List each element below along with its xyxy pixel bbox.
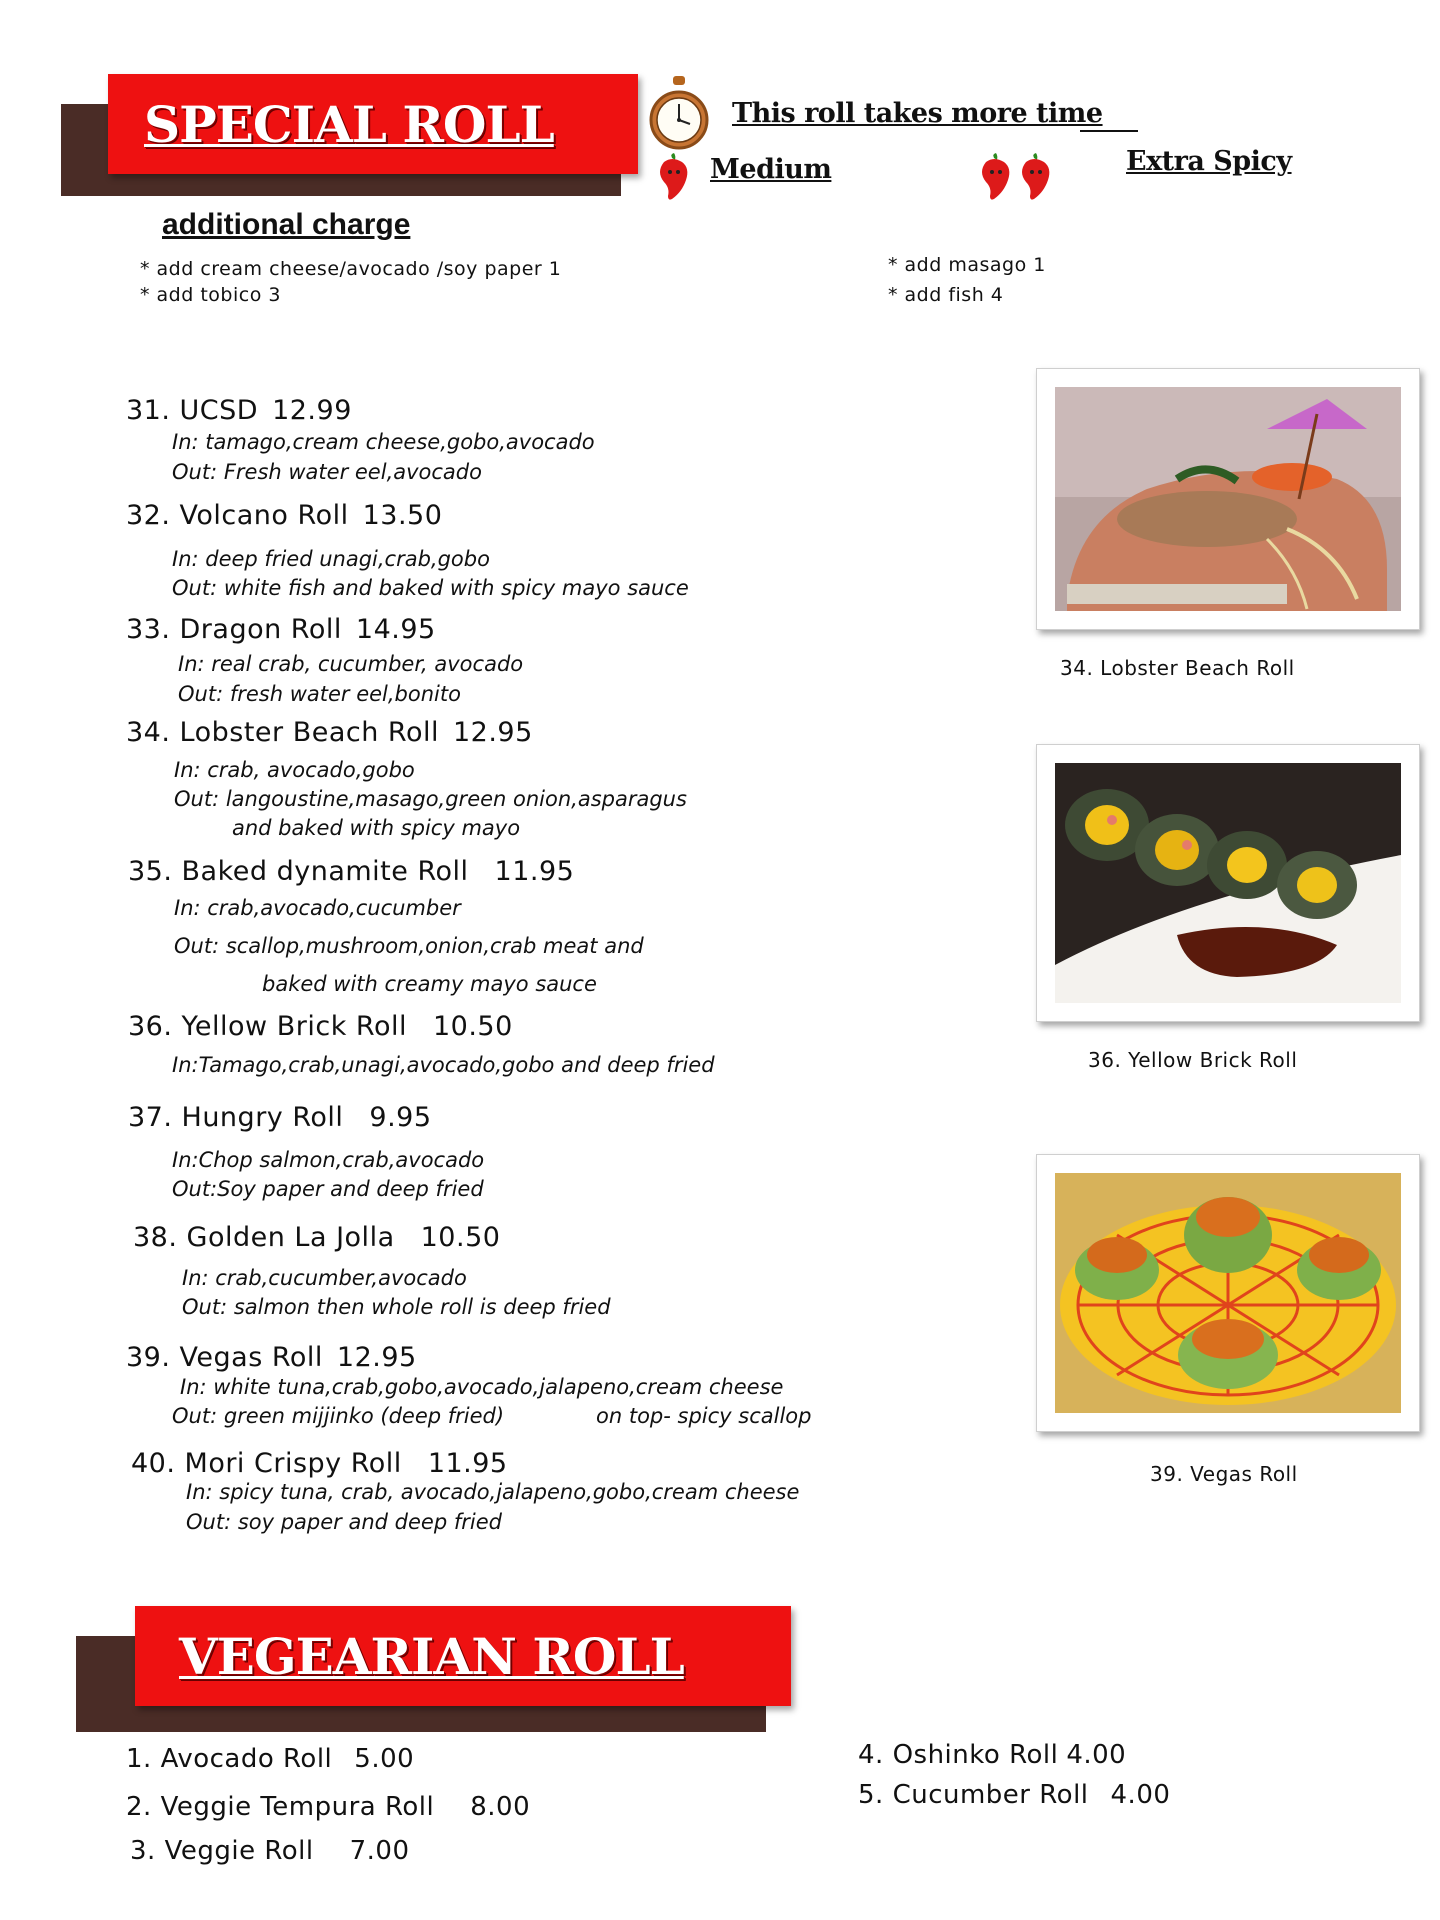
- roll-description: In:Tamago,crab,unagi,avocado,gobo and deep fried: [172, 1053, 715, 1077]
- roll-description: on top- spicy scallop: [596, 1404, 812, 1428]
- additional-charge-title: additional charge: [162, 208, 411, 241]
- roll-description: and baked with spicy mayo: [232, 816, 521, 840]
- veg-roll-item: 3. Veggie Roll 7.00: [130, 1836, 410, 1866]
- additional-item: * add tobico 3: [140, 284, 281, 306]
- vegas-roll-photo: [1036, 1154, 1420, 1432]
- roll-title: 35. Baked dynamite Roll 11.95: [128, 856, 575, 887]
- roll-description: Out:Soy paper and deep fried: [172, 1177, 484, 1201]
- roll-description: In: crab, avocado,gobo: [174, 758, 415, 782]
- roll-title: 37. Hungry Roll 9.95: [128, 1102, 432, 1133]
- chili-pepper-icon-extra-2: [1012, 152, 1058, 202]
- veg-roll-price: 4.00: [1110, 1780, 1171, 1810]
- roll-description: Out: Fresh water eel,avocado: [172, 460, 482, 484]
- roll-description: Out: fresh water eel,bonito: [178, 682, 461, 706]
- legend-medium-text: Medium: [710, 154, 832, 185]
- roll-description: In: crab,cucumber,avocado: [182, 1266, 467, 1290]
- roll-title: 39. Vegas Roll 12.95: [126, 1342, 417, 1373]
- roll-price: 12.99: [272, 395, 352, 426]
- additional-item: * add fish 4: [888, 284, 1004, 306]
- veg-roll-item: 1. Avocado Roll 5.00: [126, 1744, 415, 1774]
- legend-extra-spicy-text: Extra Spicy: [1126, 146, 1292, 177]
- roll-price: 11.95: [494, 856, 575, 887]
- roll-description: In: white tuna,crab,gobo,avocado,jalapeno,cream cheese: [180, 1375, 784, 1399]
- special-banner: [108, 74, 638, 174]
- roll-description: In: tamago,cream cheese,gobo,avocado: [172, 430, 595, 454]
- roll-description: In: deep fried unagi,crab,gobo: [172, 547, 490, 571]
- vegetarian-section-title: VEGEARIAN ROLL: [179, 1626, 684, 1686]
- chili-pepper-icon: [650, 152, 696, 202]
- photo-caption: 39. Vegas Roll: [1150, 1462, 1298, 1486]
- roll-description: Out: scallop,mushroom,onion,crab meat and: [174, 934, 644, 958]
- roll-title: 40. Mori Crispy Roll 11.95: [131, 1448, 508, 1479]
- roll-description: In: crab,avocado,cucumber: [174, 896, 461, 920]
- veg-roll-price: 5.00: [354, 1744, 415, 1774]
- roll-title: 32. Volcano Roll 13.50: [126, 500, 443, 531]
- roll-title: 34. Lobster Beach Roll 12.95: [126, 717, 533, 748]
- roll-price: 11.95: [427, 1448, 508, 1479]
- special-section-title: SPECIAL ROLL: [144, 94, 554, 154]
- roll-description: Out: langoustine,masago,green onion,asparagus: [174, 787, 687, 811]
- roll-title: 33. Dragon Roll 14.95: [126, 614, 436, 645]
- photo-caption: 36. Yellow Brick Roll: [1088, 1048, 1298, 1072]
- roll-price: 12.95: [452, 717, 533, 748]
- roll-price: 10.50: [420, 1222, 501, 1253]
- veg-roll-price: 7.00: [349, 1836, 410, 1866]
- roll-description: In: spicy tuna, crab, avocado,jalapeno,gobo,cream cheese: [186, 1480, 800, 1504]
- roll-title: 31. UCSD 12.99: [126, 395, 352, 426]
- roll-title: 36. Yellow Brick Roll 10.50: [128, 1011, 513, 1042]
- roll-description: Out: soy paper and deep fried: [186, 1510, 502, 1534]
- clock-icon: [648, 74, 710, 156]
- roll-price: 14.95: [355, 614, 436, 645]
- veg-roll-item: 2. Veggie Tempura Roll 8.00: [126, 1792, 531, 1822]
- roll-price: 12.95: [336, 1342, 417, 1373]
- roll-description: Out: salmon then whole roll is deep fried: [182, 1295, 611, 1319]
- legend-time-text: This roll takes more time: [732, 98, 1103, 129]
- roll-price: 9.95: [369, 1102, 432, 1133]
- veg-roll-price: 4.00: [1066, 1740, 1127, 1770]
- lobster-beach-roll-photo: [1036, 368, 1420, 630]
- roll-description: In: real crab, cucumber, avocado: [178, 652, 524, 676]
- additional-item: * add cream cheese/avocado /soy paper 1: [140, 258, 562, 280]
- roll-title: 38. Golden La Jolla 10.50: [133, 1222, 501, 1253]
- roll-price: 13.50: [362, 500, 443, 531]
- roll-description: Out: white fish and baked with spicy mayo sauce: [172, 576, 689, 600]
- roll-description: In:Chop salmon,crab,avocado: [172, 1148, 485, 1172]
- veg-roll-price: 8.00: [470, 1792, 531, 1822]
- veg-roll-item: 5. Cucumber Roll 4.00: [858, 1780, 1171, 1810]
- roll-description: Out: green mijjinko (deep fried): [172, 1404, 505, 1428]
- roll-price: 10.50: [432, 1011, 513, 1042]
- yellow-brick-roll-photo: [1036, 744, 1420, 1022]
- photo-caption: 34. Lobster Beach Roll: [1060, 656, 1295, 680]
- veg-roll-item: 4. Oshinko Roll 4.00: [858, 1740, 1127, 1770]
- additional-item: * add masago 1: [888, 254, 1046, 276]
- legend-time-underline: [1080, 130, 1138, 132]
- vegetarian-banner: [135, 1606, 791, 1706]
- roll-description: baked with creamy mayo sauce: [262, 972, 597, 996]
